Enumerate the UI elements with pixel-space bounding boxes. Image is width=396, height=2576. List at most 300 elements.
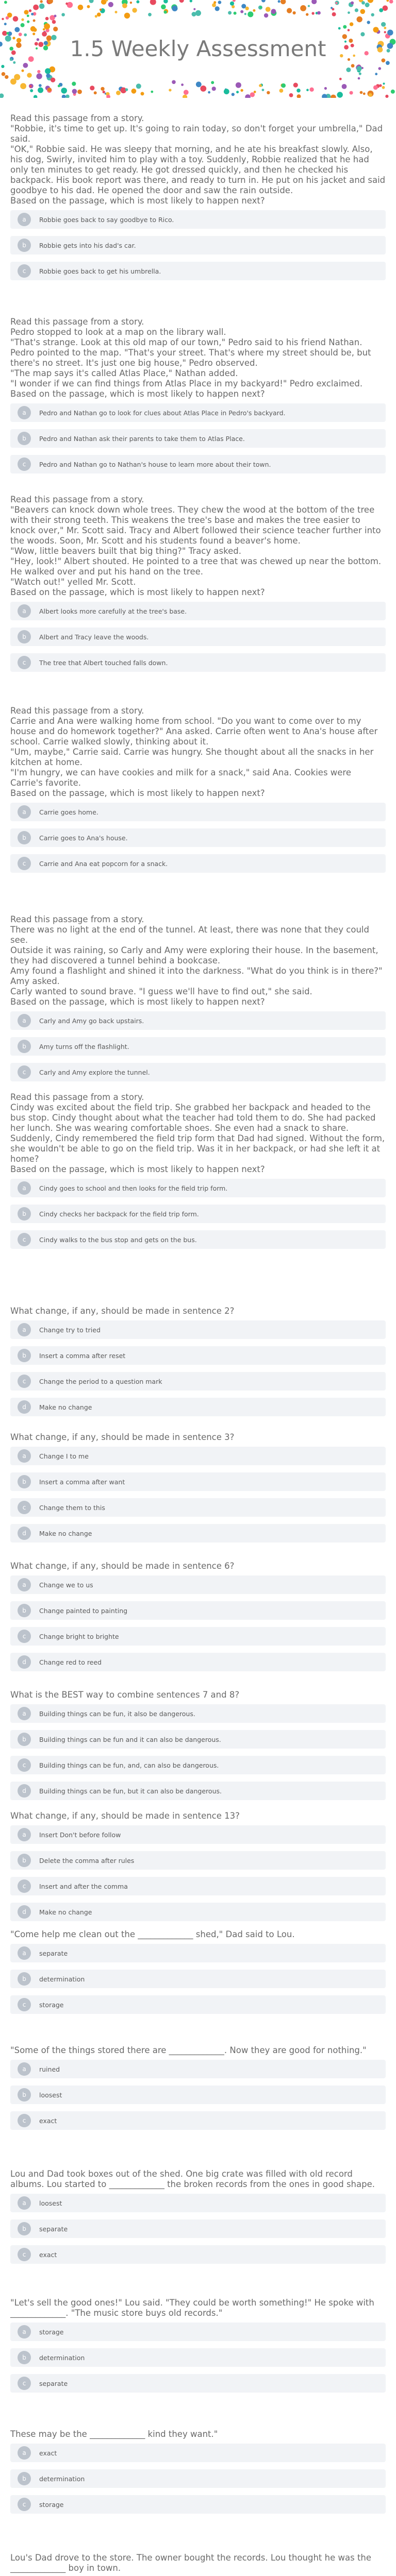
confetti-dot <box>24 33 27 37</box>
confetti-dot <box>297 94 301 98</box>
question-block <box>10 1092 386 1256</box>
answer-option[interactable] <box>10 2444 386 2462</box>
option-text: storage <box>39 2500 64 2509</box>
confetti-dot <box>33 5 39 10</box>
confetti-dot <box>339 78 342 80</box>
confetti-dot <box>358 77 360 80</box>
option-text: determination <box>39 1975 85 1983</box>
confetti-dot <box>224 89 229 94</box>
confetti-dot <box>37 70 40 73</box>
option-text: Carrie goes home. <box>39 808 98 816</box>
confetti-dot <box>346 67 351 72</box>
option-letter-badge: b <box>18 1349 31 1362</box>
confetti-dot <box>34 95 38 98</box>
confetti-dot <box>97 12 101 16</box>
confetti-dot <box>382 58 386 62</box>
answer-option[interactable] <box>10 854 386 873</box>
answer-option[interactable] <box>10 1944 386 1962</box>
answer-option[interactable] <box>10 1524 386 1543</box>
answer-option[interactable] <box>10 1782 386 1800</box>
confetti-dot <box>45 68 51 74</box>
confetti-dot <box>163 0 168 4</box>
confetti-dot <box>190 0 192 3</box>
confetti-dot <box>365 3 370 7</box>
option-letter-badge: a <box>18 1014 31 1027</box>
confetti-dot <box>10 78 16 84</box>
confetti-dot <box>47 88 52 92</box>
answer-option[interactable] <box>10 1575 386 1594</box>
confetti-dot <box>37 38 39 41</box>
confetti-dot <box>350 91 353 95</box>
question-block <box>10 2298 386 2400</box>
option-text: separate <box>39 2225 68 2233</box>
confetti-dot <box>379 8 383 12</box>
option-letter-badge: d <box>18 1655 31 1669</box>
answer-option[interactable] <box>10 1627 386 1646</box>
answer-option[interactable] <box>10 2245 386 2264</box>
confetti-dot <box>343 25 346 29</box>
option-text: ruined <box>39 2065 60 2073</box>
confetti-dot <box>368 0 373 3</box>
confetti-dot <box>38 88 43 93</box>
confetti-dot <box>39 84 42 87</box>
option-letter-badge: c <box>18 2248 31 2261</box>
confetti-dot <box>230 2 234 6</box>
question-block <box>10 113 386 287</box>
answer-option[interactable] <box>10 1230 386 1249</box>
option-text: Carly and Amy go back upstairs. <box>39 1016 144 1025</box>
answer-options <box>10 803 386 873</box>
confetti-dot <box>11 50 16 55</box>
confetti-dot <box>387 30 393 36</box>
option-letter-badge: b <box>18 2472 31 2485</box>
option-text: Change the period to a question mark <box>39 1377 162 1385</box>
option-text: storage <box>39 2328 64 2336</box>
confetti-dot <box>29 85 32 88</box>
confetti-dot <box>67 2 73 8</box>
confetti-dot <box>51 78 55 82</box>
confetti-dot <box>373 86 378 90</box>
confetti-dot <box>355 8 358 12</box>
answer-option[interactable] <box>10 2086 386 2104</box>
confetti-dot <box>387 0 389 2</box>
answer-option[interactable] <box>10 653 386 672</box>
confetti-dot <box>39 4 45 9</box>
answer-options <box>10 1447 386 1543</box>
confetti-dot <box>58 84 60 87</box>
option-letter-badge: a <box>18 1828 31 1841</box>
answer-option[interactable] <box>10 429 386 448</box>
option-text: Change painted to painting <box>39 1606 128 1615</box>
answer-option[interactable] <box>10 1011 386 1030</box>
confetti-dot <box>136 1 139 4</box>
option-text: Building things can be fun, and, can also be dangerous. <box>39 1761 219 1769</box>
option-letter-badge: b <box>18 2088 31 2102</box>
confetti-dot <box>2 72 6 76</box>
confetti-dot <box>240 10 243 13</box>
answer-option[interactable] <box>10 455 386 473</box>
answer-option[interactable] <box>10 1851 386 1870</box>
confetti-dot <box>136 83 141 89</box>
option-letter-badge: a <box>18 2196 31 2210</box>
confetti-dot <box>248 11 253 17</box>
question-block <box>10 1306 386 1423</box>
confetti-dot <box>331 7 333 9</box>
option-letter-badge: d <box>18 1905 31 1919</box>
option-letter-badge: b <box>18 1207 31 1221</box>
answer-options <box>10 403 386 473</box>
worksheet-title: 1.5 Weekly Assessment <box>70 36 326 61</box>
confetti-dot <box>130 2 132 4</box>
answer-option[interactable] <box>10 2323 386 2341</box>
option-text: Make no change <box>39 1529 92 1537</box>
option-text: Cindy goes to school and then looks for the field trip form. <box>39 1184 228 1192</box>
answer-options <box>10 2060 386 2130</box>
answer-option[interactable] <box>10 628 386 646</box>
option-text: determination <box>39 2353 85 2362</box>
confetti-dot <box>31 13 34 15</box>
answer-option[interactable] <box>10 1756 386 1774</box>
option-text: Cindy checks her backpack for the field trip form. <box>39 1210 199 1218</box>
question-prompt: Read this passage from a story. "Beavers can knock down whole trees. They chew the wood at the bottom of the tree with their strong teeth. This weakens the tree's base and makes the tree easier to knock over," Mr. Scott said. Tracy and Albert followed their science teacher further into the woods. Soon, Mr. Scott and his students found a beaver's home. "Wow, little beavers built that big thing?" Tracy asked. "Hey, look!" Albert shouted. He pointed to a tree that was chewed up near the bottom. He walked over and put his hand on the tree. "Watch out!" yelled Mr. Scott. Based on the passage, which is most likely to happen next? <box>10 495 382 597</box>
option-letter-badge: b <box>18 1604 31 1617</box>
option-letter-badge: d <box>18 1527 31 1540</box>
confetti-dot <box>38 42 43 47</box>
answer-option[interactable] <box>10 1472 386 1491</box>
confetti-dot <box>350 22 354 26</box>
answer-option[interactable] <box>10 1903 386 1921</box>
answer-option[interactable] <box>10 1063 386 1081</box>
question-block <box>10 1561 386 1679</box>
option-letter-badge: a <box>18 1707 31 1720</box>
confetti-dot <box>332 12 336 16</box>
confetti-dot <box>349 39 353 43</box>
option-text: exact <box>39 2250 57 2259</box>
option-letter-badge: c <box>18 857 31 870</box>
confetti-dot <box>46 74 50 78</box>
option-letter-badge: a <box>18 1578 31 1591</box>
option-letter-badge: c <box>18 1630 31 1643</box>
answer-options <box>10 1704 386 1800</box>
option-letter-badge: c <box>18 457 31 471</box>
option-letter-badge: a <box>18 2446 31 2460</box>
answer-option[interactable] <box>10 1601 386 1620</box>
confetti-dot <box>371 13 374 16</box>
confetti-dot <box>94 91 97 94</box>
question-block <box>10 495 386 679</box>
option-letter-badge: b <box>18 2222 31 2235</box>
option-text: Change bright to brighte <box>39 1632 119 1640</box>
confetti-dot <box>233 0 236 2</box>
option-letter-badge: a <box>18 1946 31 1960</box>
option-letter-badge: a <box>18 1323 31 1336</box>
confetti-dot <box>293 11 296 14</box>
confetti-dot <box>4 23 7 25</box>
confetti-dot <box>95 15 97 18</box>
confetti-dot <box>384 31 386 33</box>
question-prompt: What change, if any, should be made in sentence 13? <box>10 1811 240 1821</box>
answer-option[interactable] <box>10 602 386 620</box>
confetti-dot <box>6 32 9 35</box>
question-prompt: "Come help me clean out the _____________ shed," Dad said to Lou. <box>10 1929 295 1939</box>
confetti-dot <box>151 91 153 93</box>
confetti-dot <box>1 65 4 68</box>
confetti-dot <box>232 93 235 96</box>
answer-option[interactable] <box>10 1970 386 1988</box>
confetti-dot <box>62 95 66 98</box>
confetti-dot <box>367 21 370 24</box>
confetti-dot <box>387 43 393 49</box>
confetti-dot <box>148 13 152 16</box>
confetti-dot <box>28 56 34 62</box>
answer-option[interactable] <box>10 2219 386 2238</box>
confetti-dot <box>13 61 15 64</box>
question-prompt: "Some of the things stored there are _____________. Now they are good for nothing." <box>10 2045 367 2055</box>
option-letter-badge: b <box>18 831 31 844</box>
option-letter-badge: c <box>18 1375 31 1388</box>
confetti-dot <box>72 89 77 94</box>
confetti-dot <box>2 31 7 36</box>
question-prompt: Read this passage from a story. Cindy was excited about the field trip. She grabbed her backpack and headed to the bus stop. Cindy thought about what the teacher had told them to do. She had packed her lunch. She was wearing comfortable shoes. She even had a snack to share. Suddenly, Cindy remembered the field trip form that Dad had signed. Without the form, she wouldn't be able to go on the field trip. Was it in her backpack, or had she left it at home? Based on the passage, which is most likely to happen next? <box>10 1092 385 1174</box>
confetti-dot <box>308 5 310 7</box>
confetti-dot <box>351 2 354 5</box>
confetti-dot <box>311 12 314 14</box>
confetti-dot <box>196 81 202 87</box>
confetti-dot <box>337 92 343 97</box>
option-letter-badge: b <box>18 2351 31 2364</box>
confetti-dot <box>331 95 336 98</box>
confetti-dot <box>208 91 210 94</box>
confetti-dot <box>373 27 379 32</box>
answer-options <box>10 602 386 672</box>
answer-option[interactable] <box>10 803 386 821</box>
confetti-dot <box>181 83 184 86</box>
confetti-dot <box>359 73 361 75</box>
confetti-dot <box>10 58 12 61</box>
confetti-dot <box>35 42 38 46</box>
confetti-dot <box>383 82 385 84</box>
confetti-dot <box>43 45 48 50</box>
option-text: Change them to this <box>39 1503 105 1512</box>
answer-option[interactable] <box>10 403 386 422</box>
confetti-dot <box>61 13 65 16</box>
confetti-dot <box>236 82 241 88</box>
question-prompt: Read this passage from a story. Carrie and Ana were walking home from school. "Do you want to come over to my house and do homework together?" Ana asked. Carrie often went to Ana's house after school. Carrie walked slowly, thinking about it. "Um, maybe," Carrie said. Carrie was hungry. She thought about all the snacks in her kitchen at home. "I'm hungry, we can have cookies and milk for a snack," said Ana. Cookies were Carrie's favorite. Based on the passage, which is most likely to happen next? <box>10 706 378 798</box>
confetti-dot <box>65 95 70 98</box>
answer-option[interactable] <box>10 236 386 255</box>
confetti-dot <box>278 0 280 3</box>
answer-option[interactable] <box>10 1179 386 1197</box>
confetti-dot <box>0 93 4 98</box>
confetti-dot <box>192 12 196 16</box>
option-letter-badge: b <box>18 1733 31 1746</box>
worksheet-header <box>0 0 396 98</box>
question-prompt: What change, if any, should be made in sentence 6? <box>10 1561 235 1571</box>
confetti-dot <box>306 89 309 91</box>
confetti-dot <box>211 81 214 84</box>
answer-options <box>10 1011 386 1081</box>
confetti-dot <box>264 13 268 18</box>
answer-option[interactable] <box>10 2495 386 2514</box>
answer-option[interactable] <box>10 828 386 847</box>
answer-option[interactable] <box>10 1398 386 1416</box>
confetti-dot <box>179 0 184 3</box>
confetti-dot <box>52 20 56 24</box>
confetti-dot <box>77 90 82 94</box>
option-text: Insert a comma after want <box>39 1478 125 1486</box>
answer-option[interactable] <box>10 1653 386 1671</box>
question-block <box>10 1432 386 1550</box>
confetti-dot <box>281 83 286 88</box>
confetti-dot <box>250 92 255 97</box>
option-text: determination <box>39 2475 85 2483</box>
confetti-dot <box>389 0 393 4</box>
question-block <box>10 2553 386 2576</box>
option-text: separate <box>39 1949 68 1957</box>
confetti-dot <box>381 22 386 27</box>
option-letter-badge: a <box>18 1449 31 1463</box>
answer-option[interactable] <box>10 1704 386 1723</box>
option-text: Carly and Amy explore the tunnel. <box>39 1068 150 1076</box>
confetti-dot <box>30 26 36 31</box>
confetti-dot <box>360 9 366 14</box>
confetti-dot <box>324 87 327 90</box>
confetti-dot <box>42 31 47 37</box>
confetti-dot <box>2 18 4 20</box>
answer-option[interactable] <box>10 2469 386 2488</box>
question-prompt: What change, if any, should be made in sentence 3? <box>10 1432 235 1442</box>
confetti-dot <box>125 88 128 91</box>
option-text: Pedro and Nathan go to look for clues about Atlas Place in Pedro's backyard. <box>39 409 286 417</box>
answer-option[interactable] <box>10 2111 386 2130</box>
confetti-dot <box>36 47 38 49</box>
question-block <box>10 1811 386 1928</box>
answer-option[interactable] <box>10 262 386 280</box>
confetti-dot <box>254 91 256 93</box>
confetti-dot <box>22 70 24 72</box>
option-letter-badge: a <box>18 213 31 226</box>
confetti-dot <box>267 91 270 94</box>
answer-option[interactable] <box>10 2348 386 2367</box>
confetti-dot <box>375 73 377 75</box>
option-text: Carrie goes to Ana's house. <box>39 834 128 842</box>
option-text: Building things can be fun, but it can also be dangerous. <box>39 1787 222 1795</box>
confetti-dot <box>29 9 31 12</box>
confetti-dot <box>5 36 11 42</box>
confetti-dot <box>122 3 127 8</box>
confetti-dot <box>391 90 395 94</box>
confetti-dot <box>360 91 363 94</box>
confetti-dot <box>27 21 29 23</box>
option-letter-badge: b <box>18 1040 31 1053</box>
confetti-dot <box>44 41 48 45</box>
confetti-dot <box>115 11 118 13</box>
confetti-dot <box>369 93 372 97</box>
question-block <box>10 706 386 880</box>
answer-option[interactable] <box>10 210 386 229</box>
confetti-dot <box>195 10 201 16</box>
answer-option[interactable] <box>10 1037 386 1056</box>
confetti-dot <box>335 2 337 4</box>
confetti-dot <box>51 35 56 40</box>
confetti-dot <box>296 89 301 93</box>
confetti-dot <box>260 6 262 8</box>
option-letter-badge: c <box>18 1501 31 1514</box>
confetti-dot <box>78 5 84 10</box>
answer-option[interactable] <box>10 1447 386 1465</box>
answer-option[interactable] <box>10 1730 386 1749</box>
confetti-dot <box>27 73 31 77</box>
option-text: separate <box>39 2379 68 2387</box>
option-letter-badge: c <box>18 1879 31 1893</box>
option-letter-badge: b <box>18 1854 31 1867</box>
option-letter-badge: c <box>18 264 31 278</box>
confetti-dot <box>44 23 50 29</box>
confetti-dot <box>351 44 354 47</box>
confetti-dot <box>311 0 317 4</box>
confetti-dot <box>100 9 102 11</box>
confetti-dot <box>6 16 9 20</box>
confetti-dot <box>45 17 49 21</box>
answer-option[interactable] <box>10 2194 386 2212</box>
confetti-dot <box>344 41 346 43</box>
confetti-dot <box>236 91 239 93</box>
question-block <box>10 914 386 1089</box>
confetti-dot <box>13 16 19 22</box>
confetti-dot <box>172 6 177 11</box>
answer-option[interactable] <box>10 1995 386 2014</box>
option-text: The tree that Albert touched falls down. <box>39 658 168 667</box>
answer-options <box>10 1179 386 1249</box>
confetti-dot <box>280 0 286 4</box>
confetti-dot <box>61 88 67 94</box>
confetti-dot <box>4 1 7 4</box>
option-letter-badge: a <box>18 406 31 419</box>
confetti-dot <box>348 29 350 31</box>
confetti-dot <box>53 27 58 31</box>
question-block <box>10 2045 386 2137</box>
option-letter-badge: c <box>18 2377 31 2390</box>
answer-option[interactable] <box>10 1825 386 1844</box>
option-text: exact <box>39 2449 57 2457</box>
answer-option[interactable] <box>10 1320 386 1339</box>
answer-option[interactable] <box>10 1205 386 1223</box>
confetti-dot <box>344 45 349 49</box>
answer-option[interactable] <box>10 1877 386 1895</box>
confetti-dot <box>213 1 216 4</box>
answer-option[interactable] <box>10 1372 386 1391</box>
answer-option[interactable] <box>10 2060 386 2078</box>
confetti-dot <box>21 19 24 21</box>
option-text: Make no change <box>39 1403 92 1411</box>
question-block <box>10 1929 386 2021</box>
answer-option[interactable] <box>10 2374 386 2393</box>
confetti-dot <box>266 7 271 12</box>
answer-option[interactable] <box>10 1346 386 1365</box>
confetti-dot <box>72 82 76 86</box>
confetti-dot <box>306 13 308 15</box>
answer-option[interactable] <box>10 1498 386 1517</box>
confetti-dot <box>116 91 121 95</box>
confetti-dot <box>348 11 350 14</box>
confetti-dot <box>46 36 52 41</box>
confetti-dot <box>23 63 28 68</box>
option-text: Delete the comma after rules <box>39 1856 135 1865</box>
option-text: Albert looks more carefully at the tree's base. <box>39 607 187 615</box>
confetti-dot <box>12 37 15 39</box>
answer-options <box>10 2323 386 2393</box>
option-letter-badge: a <box>18 2325 31 2338</box>
